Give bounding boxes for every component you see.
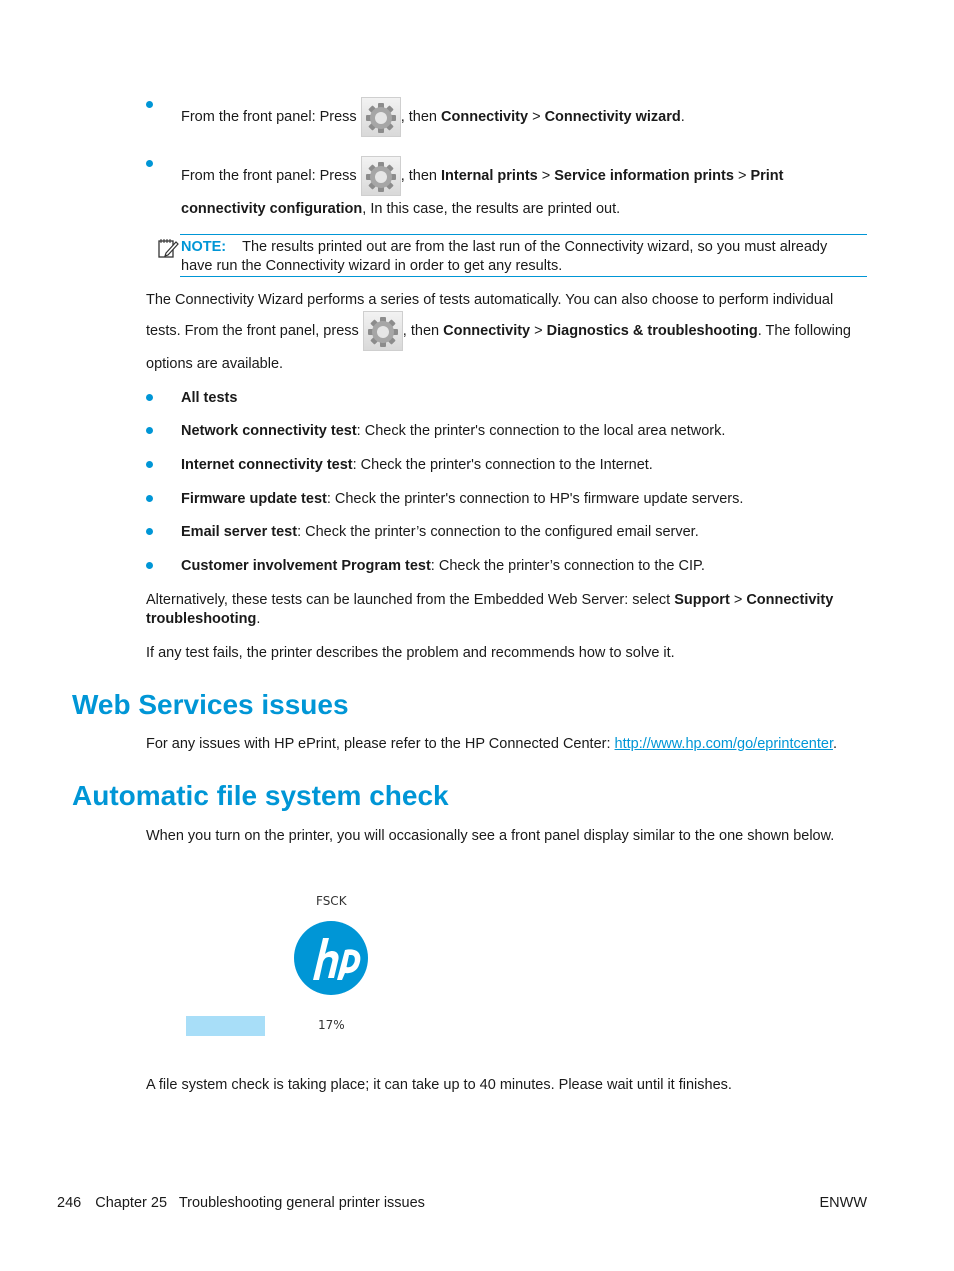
alt-para-line-1: [146, 590, 833, 610]
note-pencil-icon: [157, 237, 179, 259]
settings-gear-icon: [361, 156, 401, 196]
hp-logo-icon: [293, 920, 369, 996]
test-item-firmware: [181, 489, 743, 509]
test-name: Network connectivity test: [181, 423, 357, 439]
progress-percent: 17%: [318, 1018, 345, 1032]
test-name: All tests: [181, 390, 238, 406]
text: From the front panel: Press: [181, 168, 357, 184]
test-name: Email server test: [181, 524, 298, 540]
text: If any test fails, the printer describes the problem and recommends how to solve it.: [146, 645, 675, 661]
test-name: Customer involvement Program test: [181, 558, 431, 574]
bullet-marker: [146, 394, 153, 401]
fsck-outro: [146, 1075, 732, 1095]
front-panel-display: [180, 890, 380, 1040]
separator: >: [737, 168, 747, 184]
text: A file system check is taking place; it can take up to 40 minutes. Please wait until it finishes.: [146, 1077, 732, 1093]
bullet-marker: [146, 101, 153, 108]
text: , then: [402, 323, 440, 339]
text: options are available.: [146, 356, 284, 372]
text: For any issues with HP ePrint, please refer to the HP Connected Center:: [146, 736, 611, 752]
test-item-internet: [181, 455, 653, 475]
menu-path-connectivity: Connectivity: [443, 323, 531, 339]
fsck-intro: [146, 826, 834, 846]
settings-gear-icon: [363, 311, 403, 351]
menu-path-support: Support: [674, 592, 730, 608]
text: .: [680, 109, 685, 125]
text: From the front panel: Press: [181, 109, 357, 125]
fail-para: [146, 643, 675, 663]
section-heading-fsck: Automatic file system check: [72, 780, 449, 811]
settings-gear-icon: [361, 97, 401, 137]
separator: >: [541, 168, 551, 184]
wizard-para-line-3: [146, 354, 283, 374]
bullet-marker: [146, 160, 153, 167]
chapter-label: Chapter 25: [95, 1195, 168, 1211]
wizard-para-line-2: [146, 311, 851, 351]
alt-para-line-2: [146, 609, 260, 629]
wizard-para-line-1: [146, 290, 833, 310]
menu-path-internal-prints: Internal prints: [441, 168, 538, 184]
note-text-line-1: [181, 237, 827, 257]
menu-path-connectivity: Connectivity: [746, 592, 834, 608]
note-text: The results printed out are from the last run of the Connectivity wizard, so you must already: [242, 239, 828, 255]
menu-path-troubleshooting: troubleshooting: [146, 611, 257, 627]
test-item-network: [181, 421, 725, 441]
page-number: 246: [57, 1195, 82, 1211]
bullet-marker: [146, 427, 153, 434]
separator: >: [534, 323, 543, 339]
progress-bar-fill: [186, 1016, 265, 1036]
footer-locale: ENWW: [819, 1195, 867, 1211]
text: , In this case, the results are printed out.: [362, 201, 621, 217]
footer-left: [57, 1193, 425, 1213]
text: The Connectivity Wizard performs a series of tests automatically. You can also choose to perform individual: [146, 292, 834, 308]
menu-path-connectivity-configuration: connectivity configuration: [181, 201, 363, 217]
note-text: have run the Connectivity wizard in order to get any results.: [181, 258, 563, 274]
test-desc: : Check the printer's connection to the Internet.: [352, 457, 653, 473]
text: .: [256, 611, 261, 627]
panel-label: FSCK: [316, 894, 347, 908]
menu-path-print: Print: [750, 168, 784, 184]
note-text-line-2: [181, 256, 562, 276]
text: , then: [400, 109, 437, 125]
note-top-rule: [180, 234, 867, 235]
test-item-cip: [181, 556, 705, 576]
bullet-item-continuation: [181, 199, 620, 219]
menu-path-connectivity-wizard: Connectivity wizard: [544, 109, 681, 125]
web-services-para: [146, 734, 837, 754]
section-heading-web-services: Web Services issues: [72, 689, 349, 720]
separator: >: [733, 592, 743, 608]
bullet-item-print-connectivity: [181, 156, 784, 196]
text: . The following: [757, 323, 851, 339]
footer-right: [819, 1193, 867, 1213]
bullet-marker: [146, 562, 153, 569]
test-name: Internet connectivity test: [181, 457, 353, 473]
test-desc: : Check the printer’s connection to the configured email server.: [297, 524, 699, 540]
menu-path-connectivity: Connectivity: [441, 109, 529, 125]
test-item-all: [181, 388, 237, 408]
test-desc: : Check the printer’s connection to the CIP.: [430, 558, 705, 574]
bullet-marker: [146, 495, 153, 502]
bullet-marker: [146, 461, 153, 468]
bullet-marker: [146, 528, 153, 535]
test-name: Firmware update test: [181, 491, 327, 507]
text: .: [832, 736, 837, 752]
progress-bar-track: [186, 1016, 265, 1036]
note-label: NOTE:: [181, 239, 227, 255]
text: Alternatively, these tests can be launched from the Embedded Web Server: select: [146, 592, 671, 608]
test-desc: : Check the printer's connection to HP's firmware update servers.: [326, 491, 744, 507]
note-bottom-rule: [180, 276, 867, 277]
chapter-title: Troubleshooting general printer issues: [178, 1195, 425, 1211]
bullet-item-connectivity-wizard: [181, 97, 685, 137]
text: , then: [400, 168, 437, 184]
text: When you turn on the printer, you will occasionally see a front panel display similar to the one shown below.: [146, 828, 835, 844]
separator: >: [532, 109, 541, 125]
test-item-email: [181, 522, 699, 542]
menu-path-diagnostics: Diagnostics & troubleshooting: [546, 323, 758, 339]
eprintcenter-link[interactable]: http://www.hp.com/go/eprintcenter: [614, 736, 833, 752]
test-desc: : Check the printer's connection to the local area network.: [356, 423, 726, 439]
menu-path-service-info-prints: Service information prints: [554, 168, 734, 184]
text: tests. From the front panel, press: [146, 323, 359, 339]
